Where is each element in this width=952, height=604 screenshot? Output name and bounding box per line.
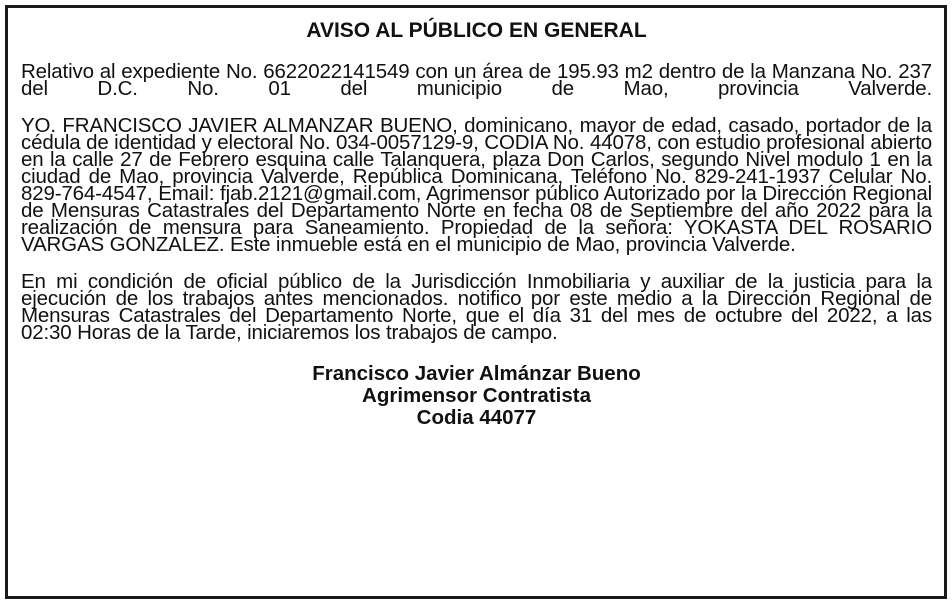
notice-paragraph-surveyor-declaration: YO. FRANCISCO JAVIER ALMANZAR BUENO, dominicano, mayor de edad, casado, portador de la cédula de identidad y electoral No. 034-0057129-9, CODIA No. 44078, con estudio profesional abierto en la calle 27 de Febrero esquina calle Talanquera, plaza Don Carlos, segundo Nivel modulo 1 en la ciudad de Mao, provincia Valverde, República Dominicana, Teléfono No. 829-241-1937 Celular No. 829-764-4547, Email: fjab.2121@gmail.com, Agrimensor público Autorizado por la Dirección Regional de Mensuras Catastrales del Departamento Norte en fecha 08 de Septiembre del año 2022 para la realización de mensura para Saneamiento. Propiedad de la señora: YOKASTA DEL ROSARIO VARGAS GONZALEZ. Este inmueble está en el municipio de Mao, provincia Valverde. [21,114,932,256]
notice-paragraph-file-reference: Relativo al expediente No. 6622022141549 con un área de 195.93 m2 dentro de la Manzana No. 237 del D.C. No. 01 del municipio de Mao, provincia Valverde. [21,60,932,100]
notice-paragraph-notification: En mi condición de oficial público de la Jurisdicción Inmobiliaria y auxiliar de la justicia para la ejecución de los trabajos antes mencionados. notifico por este medio a la Dirección Regional de Mensuras Catastrales del Departamento Norte, que el día 31 del mes de octubre del 2022, a las 02:30 Horas de la Tarde, iniciaremos los trabajos de campo. [21,270,932,344]
signature-role: Agrimensor Contratista [362,384,591,407]
signature-name: Francisco Javier Almánzar Bueno [312,362,641,385]
public-notice [5,5,947,599]
signature-block [21,363,932,429]
signature-codia: Codia 44077 [416,406,537,429]
notice-title: AVISO AL PÚBLICO EN GENERAL [306,19,647,42]
